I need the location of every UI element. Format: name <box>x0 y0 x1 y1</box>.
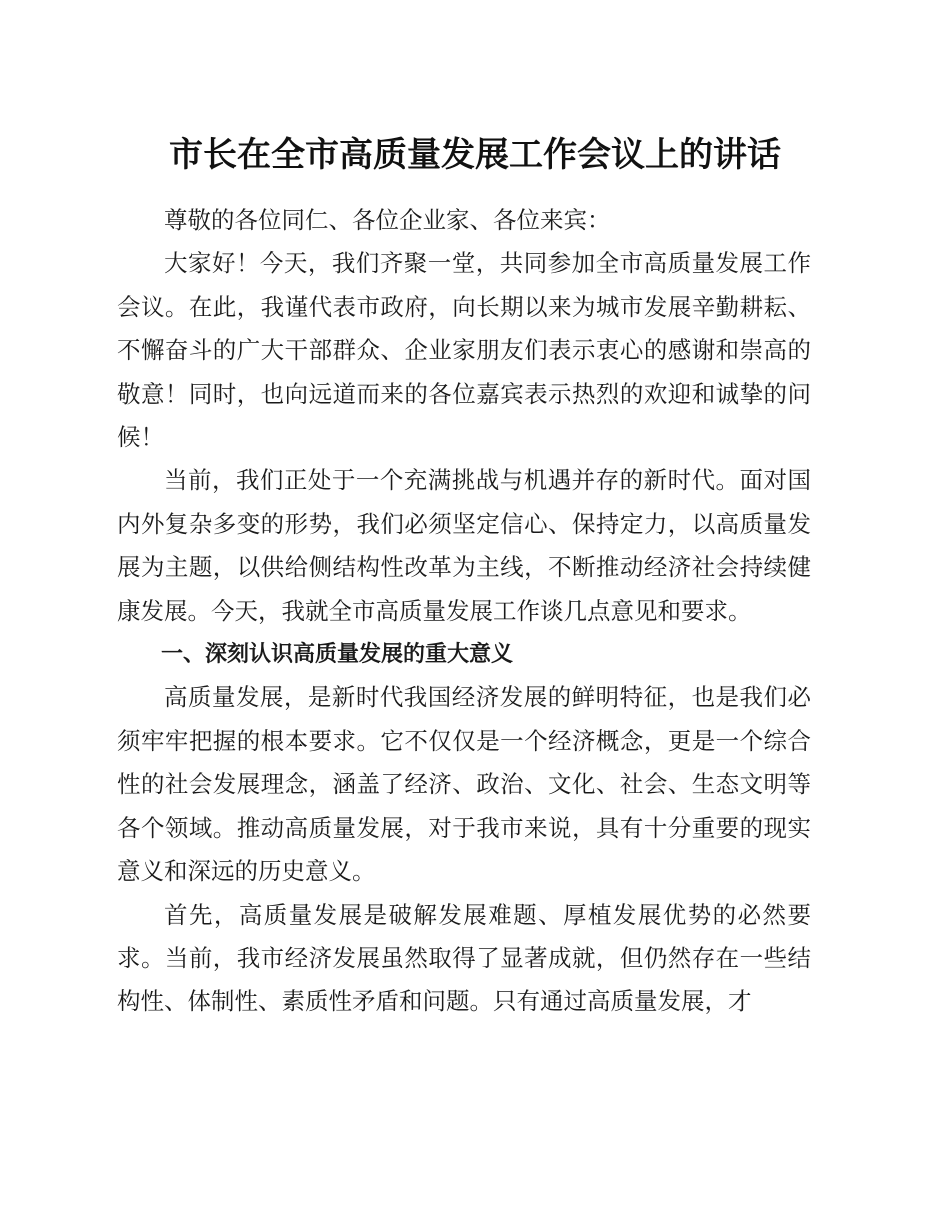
section-heading: 一、深刻认识高质量发展的重大意义 <box>161 642 514 668</box>
salutation-paragraph: 尊敬的各位同仁、各位企业家、各位来宾： <box>164 206 611 234</box>
body-paragraph: 高质量发展，是新时代我国经济发展的鲜明特征，也是我们必须牢牢把握的根本要求。它不仅仅是一个经济概念，更是一个综合性的社会发展理念，涵盖了经济、政治、文化、社会、生态文明等各个领域。推动高质量发展，对于我市来说，具有十分重要的现实意义和深远的历史意义。 <box>117 683 811 886</box>
document-title: 市长在全市高质量发展工作会议上的讲话 <box>169 135 781 175</box>
document-body <box>117 199 811 1024</box>
body-paragraph: 大家好！今天，我们齐聚一堂，共同参加全市高质量发展工作会议。在此，我谨代表市政府，向长期以来为城市发展辛勤耕耘、不懈奋斗的广大干部群众、企业家朋友们表示衷心的感谢和崇高的敬意！同时，也向远道而来的各位嘉宾表示热烈的欢迎和诚挚的问候！ <box>117 249 811 452</box>
body-paragraph: 当前，我们正处于一个充满挑战与机遇并存的新时代。面对国内外复杂多变的形势，我们必须坚定信心、保持定力，以高质量发展为主题，以供给侧结构性改革为主线，不断推动经济社会持续健康发展。今天，我就全市高质量发展工作谈几点意见和要求。 <box>117 466 811 625</box>
body-paragraph: 首先，高质量发展是破解发展难题、厚植发展优势的必然要求。当前，我市经济发展虽然取得了显著成就，但仍然存在一些结构性、体制性、素质性矛盾和问题。只有通过高质量发展，才 <box>117 900 811 1016</box>
